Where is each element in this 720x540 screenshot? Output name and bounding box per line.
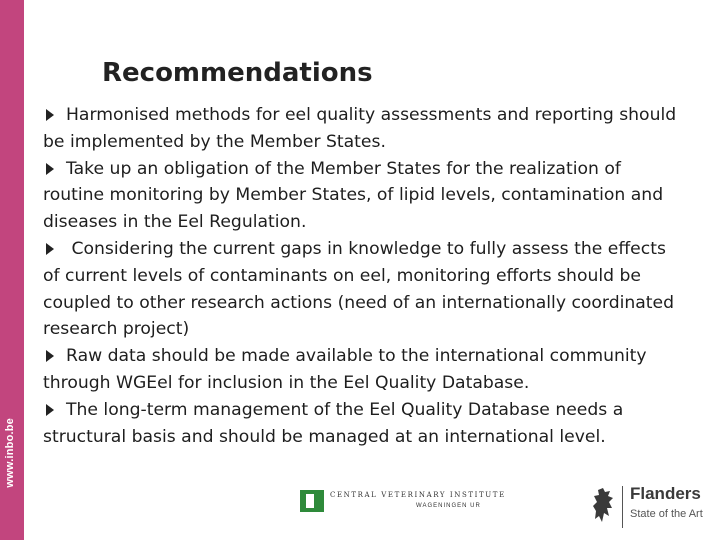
flanders-divider — [622, 486, 623, 528]
page-title: Recommendations — [102, 58, 373, 88]
bullet-arrow-icon — [46, 243, 54, 255]
bullet-item — [43, 236, 683, 343]
bullet-list — [43, 102, 683, 450]
flanders-logo — [592, 482, 714, 532]
flemish-lion-icon — [592, 486, 618, 526]
bullet-item — [43, 343, 683, 397]
sidebar-url: www.inbo.be — [4, 418, 16, 488]
bullet-text: The long-term management of the Eel Quality Database needs a structural basis and should be managed at an international level. — [43, 399, 624, 447]
bullet-text: Take up an obligation of the Member States for the realization of routine monitoring by Member States, of lipid levels, contamination and diseases in the Eel Regulation. — [43, 158, 664, 233]
cvi-logo-sub: WAGENINGEN UR — [416, 503, 481, 509]
flanders-tagline: State of the Art — [630, 508, 703, 520]
bullet-item — [43, 102, 683, 156]
bullet-arrow-icon — [46, 163, 54, 175]
bullet-text: Considering the current gaps in knowledge to fully assess the effects of current levels of contaminants on eel, monitoring efforts should be coupled to other research actions (need of an internationally coordinated research project) — [43, 238, 680, 340]
cvi-logo — [300, 488, 510, 516]
flanders-name: Flanders — [630, 484, 701, 503]
bullet-arrow-icon — [46, 350, 54, 362]
bullet-arrow-icon — [46, 109, 54, 121]
bullet-item — [43, 156, 683, 236]
cvi-logo-inner — [306, 494, 314, 508]
bullet-text: Raw data should be made available to the international community through WGEel for inclusion in the Eel Quality Database. — [43, 346, 647, 393]
sidebar-band — [0, 0, 24, 540]
cvi-logo-icon — [300, 490, 324, 512]
bullet-item — [43, 397, 683, 451]
bullet-text: Harmonised methods for eel quality assessments and reporting should be implemented by the Member States. — [43, 105, 677, 152]
cvi-logo-name: CENTRAL VETERINARY INSTITUTE — [330, 491, 506, 499]
bullet-arrow-icon — [46, 404, 54, 416]
